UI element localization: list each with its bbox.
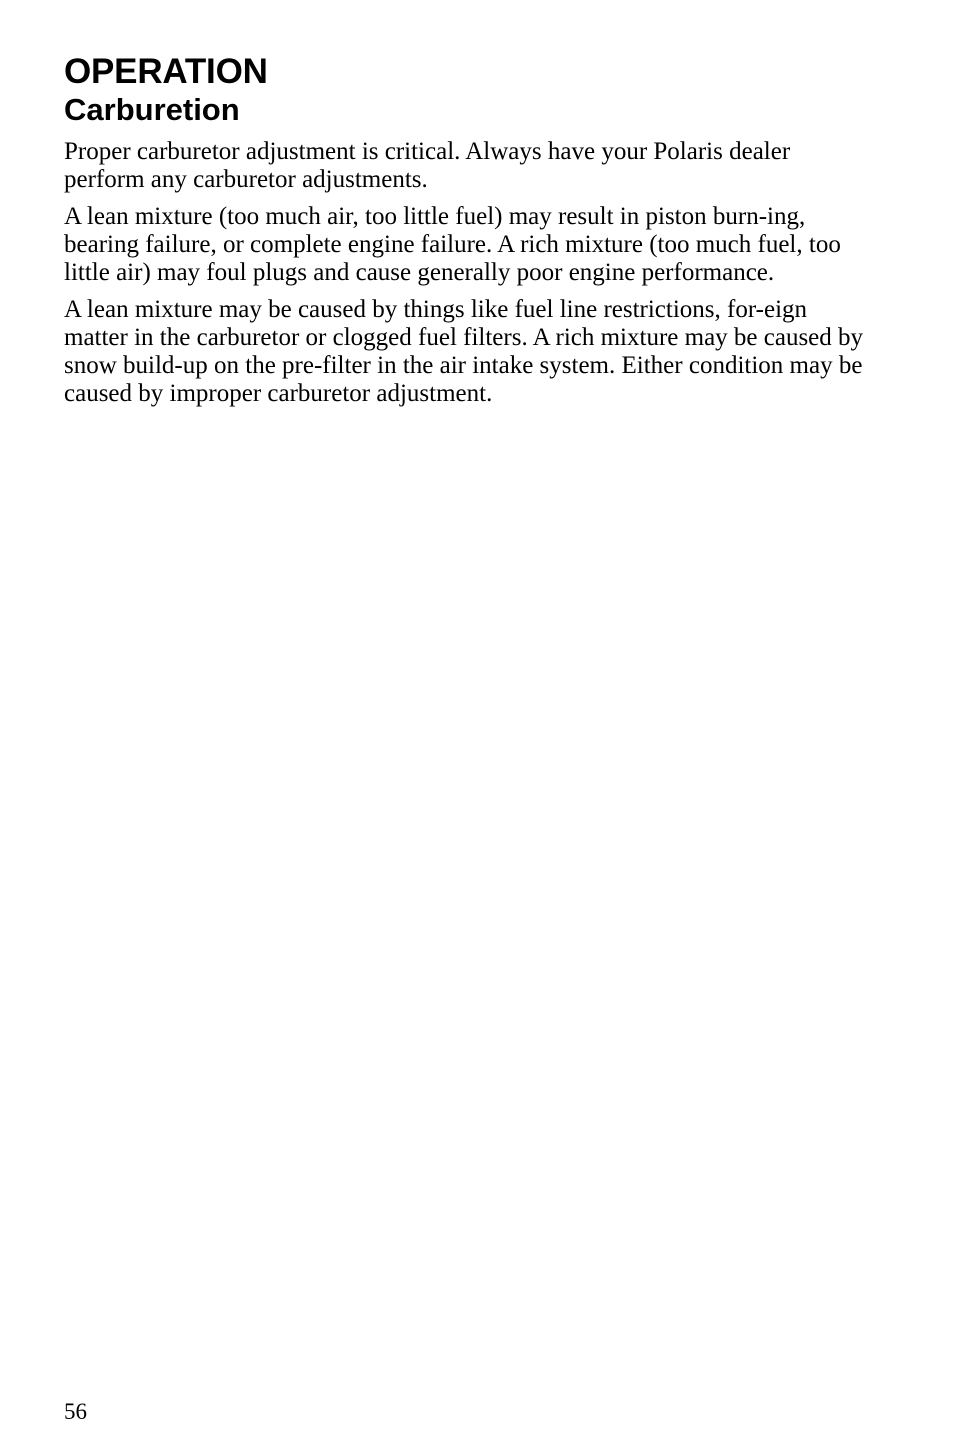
subsection-title: Carburetion bbox=[64, 92, 240, 127]
paragraph-mixture-causes: A lean mixture may be caused by things like fuel line restrictions, for-eign matter in the carburetor or clogged fuel filters. A rich mixture may be caused by snow build-up on the pre-filter in the air intake system. Either condition may be caused by improper carburetor adjustment. bbox=[64, 296, 864, 407]
page-content bbox=[64, 52, 864, 417]
paragraph-intro: Proper carburetor adjustment is critical. Always have your Polaris dealer perform any carburetor adjustments. bbox=[64, 138, 791, 193]
section-title: OPERATION bbox=[64, 52, 268, 91]
page-number: 56 bbox=[64, 1399, 87, 1424]
paragraph-mixture-effects: A lean mixture (too much air, too little fuel) may result in piston burn-ing, bearing failure, or complete engine failure. A rich mixture (too much fuel, too little air) may foul plugs and cause generally poor engine performance. bbox=[64, 203, 841, 286]
